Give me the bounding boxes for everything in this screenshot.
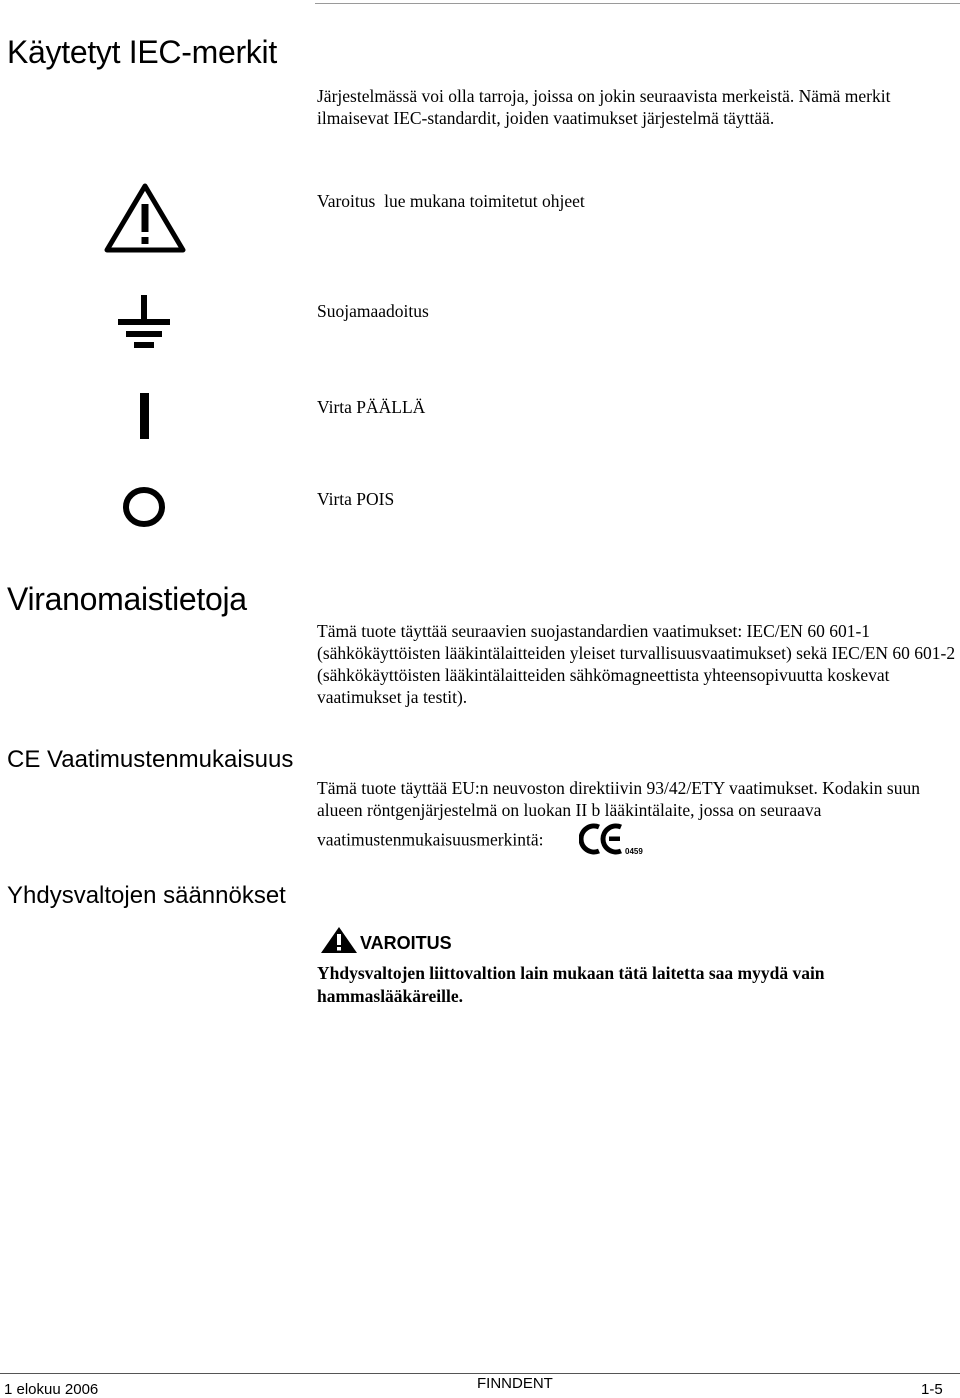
footer-page-number: 1-5 — [921, 1381, 943, 1398]
page-title: Käytetyt IEC-merkit — [7, 34, 277, 70]
symbol-label-power-off: Virta POIS — [317, 489, 395, 509]
ce-mark — [579, 821, 649, 862]
power-on-icon — [139, 392, 151, 445]
symbol-label-earth: Suojamaadoitus — [317, 301, 429, 321]
footer-rule — [0, 1373, 960, 1374]
warning-label: VAROITUS — [360, 933, 452, 953]
protective-earth-icon — [116, 293, 172, 354]
symbol-label-warning: Varoitus lue mukana toimitetut ohjeet — [317, 191, 585, 211]
regulatory-text: Tämä tuote täyttää seuraavien suojastandardien vaatimukset: IEC/EN 60 601-1 (sähkökäyttöisten lääkintälaitteiden yleiset turvallisuusvaatimukset) sekä IEC/EN 60 601-2 (sähkökäyttöisten lääkintälaitteiden sähkömagneettista yhteensopivuutta koskevat vaatimukset ja testit). — [317, 621, 956, 707]
ce-mark-number: 0459 — [625, 847, 644, 856]
ce-text — [317, 777, 957, 862]
warning-triangle-icon — [103, 182, 187, 259]
warning-text: Yhdysvaltojen liittovaltion lain mukaan tätä laitetta saa myydä vain hammaslääkäreille. — [317, 963, 825, 1006]
regulatory-heading: Viranomaistietoja — [7, 581, 247, 617]
footer-date: 1 elokuu 2006 — [4, 1381, 99, 1398]
intro-text: Järjestelmässä voi olla tarroja, joissa on jokin seuraavista merkeistä. Nämä merkit ilmaisevat IEC-standardit, joiden vaatimukset järjestelmä täyttää. — [317, 86, 891, 128]
ce-heading: CE Vaatimustenmukaisuus — [7, 746, 294, 773]
us-heading: Yhdysvaltojen säännökset — [7, 882, 286, 909]
footer-brand: FINNDENT — [477, 1375, 553, 1392]
symbol-label-power-on: Virta PÄÄLLÄ — [317, 397, 426, 417]
top-rule — [315, 3, 960, 4]
warning-icon — [320, 926, 358, 959]
ce-text-body: Tämä tuote täyttää EU:n neuvoston direktiivin 93/42/ETY vaatimukset. Kodakin suun alueen röntgenjärjestelmä on luokan II b lääkintälaite, jossa on seuraava vaatimustenmukaisuusmerkintä: — [317, 778, 920, 850]
power-off-icon — [121, 485, 167, 534]
